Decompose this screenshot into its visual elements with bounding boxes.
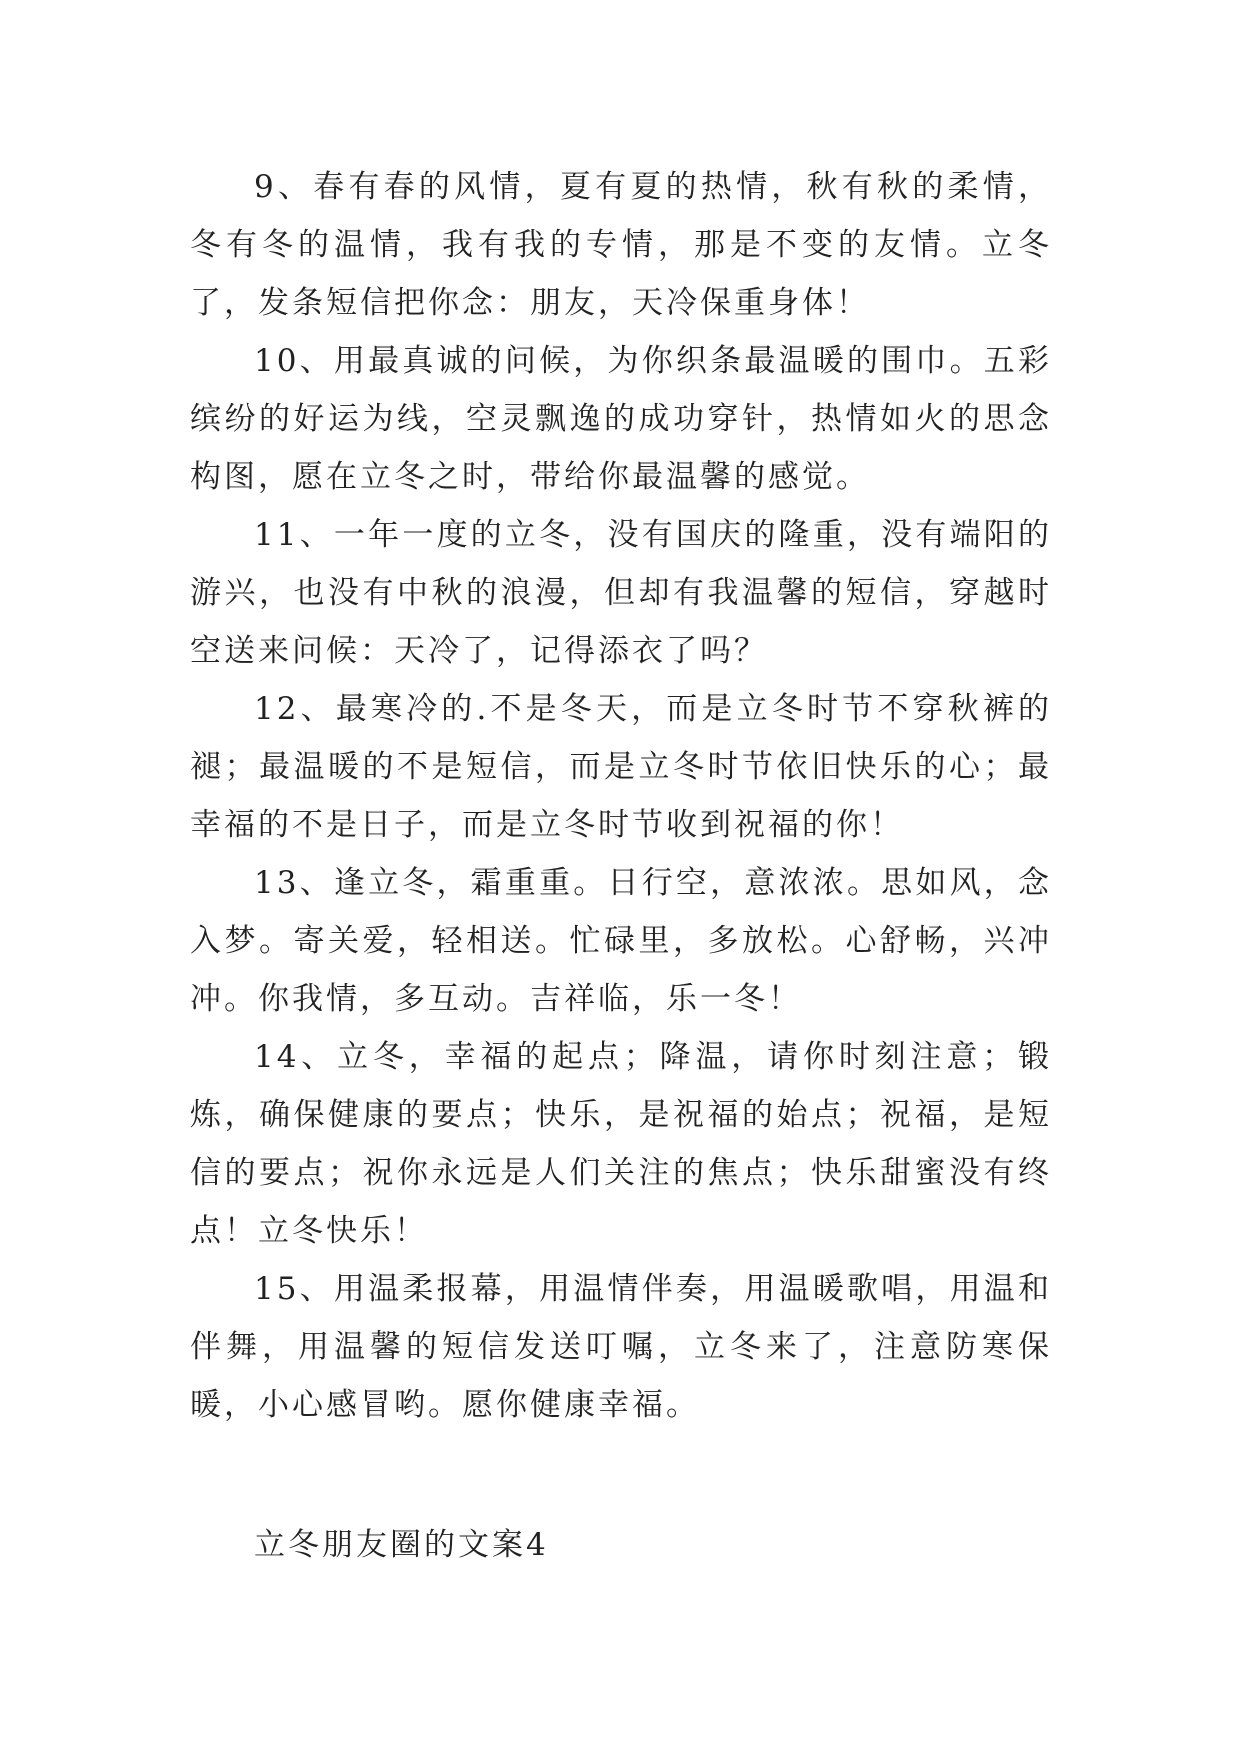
- paragraph-11: 11、一年一度的立冬，没有国庆的隆重，没有端阳的游兴，也没有中秋的浪漫，但却有我温馨的短信，穿越时空送来问候：天冷了，记得添衣了吗？: [190, 517, 1052, 669]
- paragraph-12: 12、最寒冷的.不是冬天，而是立冬时节不穿秋裤的褪；最温暖的不是短信，而是立冬时节依旧快乐的心；最幸福的不是日子，而是立冬时节收到祝福的你！: [190, 691, 1052, 843]
- paragraph-15: 15、用温柔报幕，用温情伴奏，用温暖歌唱，用温和伴舞，用温馨的短信发送叮嘱，立冬来了，注意防寒保暖，小心感冒哟。愿你健康幸福。: [190, 1271, 1052, 1423]
- paragraph-9: 9、春有春的风情，夏有夏的热情，秋有秋的柔情，冬有冬的温情，我有我的专情，那是不变的友情。立冬了，发条短信把你念：朋友，天冷保重身体！: [190, 169, 1052, 321]
- document-body: [190, 158, 1052, 1574]
- section-heading: 立冬朋友圈的文案4: [254, 1527, 549, 1563]
- paragraph-13: 13、逢立冬，霜重重。日行空，意浓浓。思如风，念入梦。寄关爱，轻相送。忙碌里，多放松。心舒畅，兴冲冲。你我情，多互动。吉祥临，乐一冬！: [190, 865, 1052, 1017]
- paragraph-10: 10、用最真诚的问候，为你织条最温暖的围巾。五彩缤纷的好运为线，空灵飘逸的成功穿针，热情如火的思念构图，愿在立冬之时，带给你最温馨的感觉。: [190, 343, 1052, 495]
- paragraph-14: 14、立冬，幸福的起点；降温，请你时刻注意；锻炼，确保健康的要点；快乐，是祝福的始点；祝福，是短信的要点；祝你永远是人们关注的焦点；快乐甜蜜没有终点！立冬快乐！: [190, 1039, 1052, 1249]
